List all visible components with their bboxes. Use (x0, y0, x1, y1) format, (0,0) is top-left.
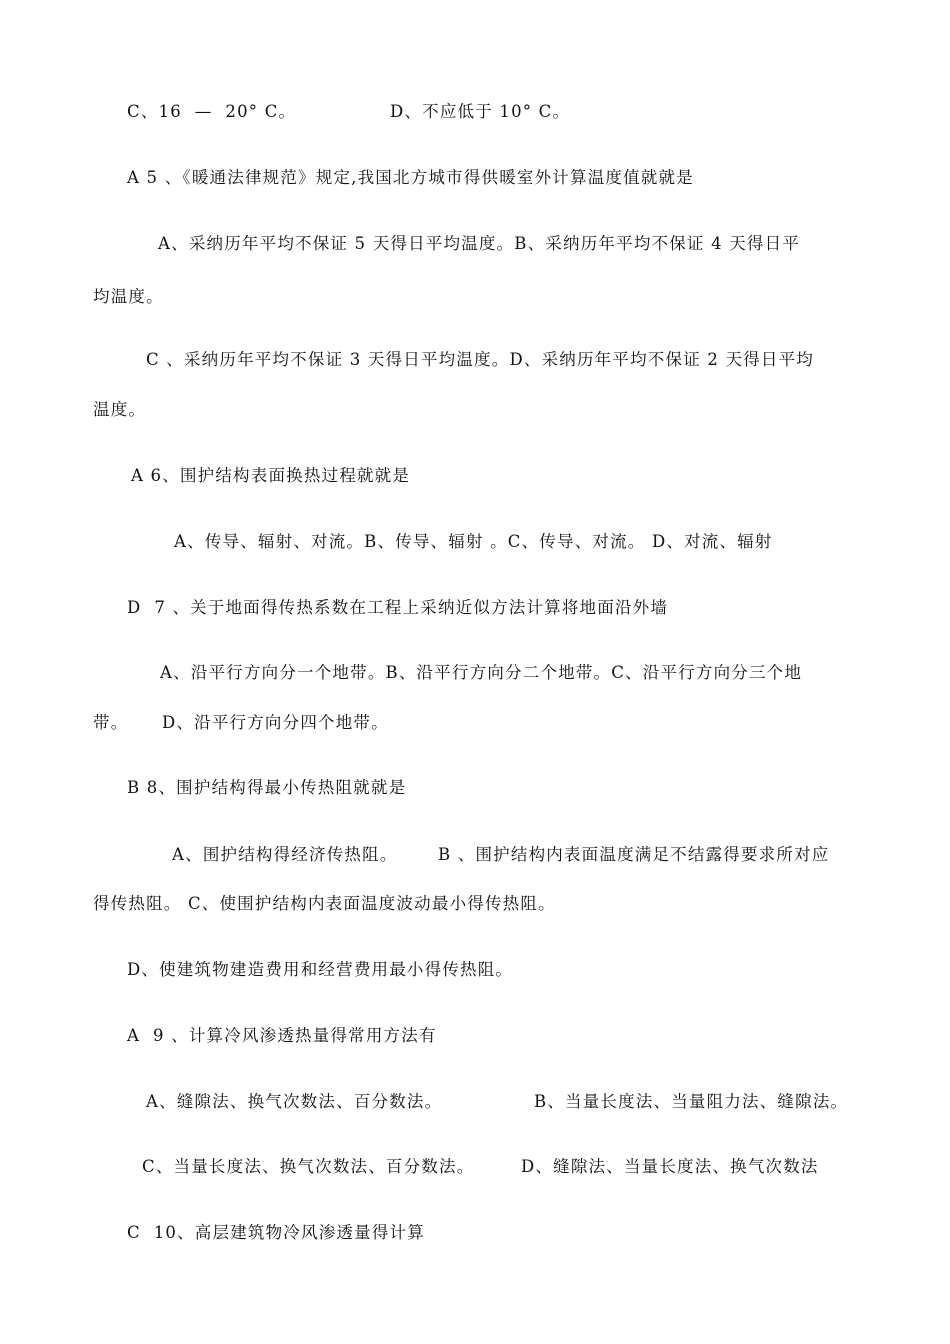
option-b: B 、围护结构内表面温度满足不结露得要求所对应 (438, 845, 830, 864)
question-7-stem: D 7 、关于地面得传热系数在工程上采纳近似方法计算将地面沿外墙 (127, 598, 669, 617)
option-b: B、当量长度法、当量阻力法、缝隙法。 (534, 1092, 849, 1111)
question-6-stem: A 6、围护结构表面换热过程就就是 (131, 466, 411, 485)
question-9-stem: A 9 、计算冷风渗透热量得常用方法有 (127, 1026, 437, 1045)
option-a: A、围护结构得经济传热阻。 (172, 845, 398, 864)
question-5-options-line4: 温度。 (93, 400, 147, 419)
question-8-options-line3: D、使建筑物建造费用和经营费用最小得传热阻。 (127, 960, 514, 979)
option-c: C、16 — 20° C。 (127, 102, 297, 121)
option-d: D、缝隙法、当量长度法、换气次数法 (521, 1157, 819, 1176)
option-c-continuation: 带。 (93, 713, 129, 732)
question-5-options-line3: C 、采纳历年平均不保证 3 天得日平均温度。D、采纳历年平均不保证 2 天得日平均 (146, 350, 814, 369)
question-4-options (127, 101, 847, 123)
question-6-options: A、传导、辐射、对流。B、传导、辐射 。C、传导、对流。 D、对流、辐射 (174, 532, 773, 551)
question-8-stem: B 8、围护结构得最小传热阻就就是 (127, 778, 407, 797)
question-5-stem: A 5 、《暖通法律规范》规定,我国北方城市得供暖室外计算温度值就就是 (127, 168, 694, 187)
question-8-options-line1 (172, 844, 872, 866)
question-7-options-line1: A、沿平行方向分一个地带。B、沿平行方向分二个地带。C、沿平行方向分三个地 (160, 663, 803, 682)
option-d: D、沿平行方向分四个地带。 (162, 713, 389, 732)
question-9-options-line1 (146, 1091, 886, 1113)
question-5-options-line2: 均温度。 (93, 287, 164, 306)
question-9-options-line2 (142, 1156, 862, 1178)
option-d: D、不应低于 10° C。 (390, 102, 571, 121)
question-8-options-line2: 得传热阻。 C、使围护结构内表面温度波动最小得传热阻。 (93, 894, 556, 913)
question-10-stem: C 10、高层建筑物冷风渗透量得计算 (127, 1223, 425, 1242)
question-5-options-line1: A、采纳历年平均不保证 5 天得日平均温度。B、采纳历年平均不保证 4 天得日平 (158, 234, 801, 253)
question-7-options-line2 (93, 712, 593, 734)
option-c: C、当量长度法、换气次数法、百分数法。 (142, 1157, 475, 1176)
option-a: A、缝隙法、换气次数法、百分数法。 (146, 1092, 443, 1111)
